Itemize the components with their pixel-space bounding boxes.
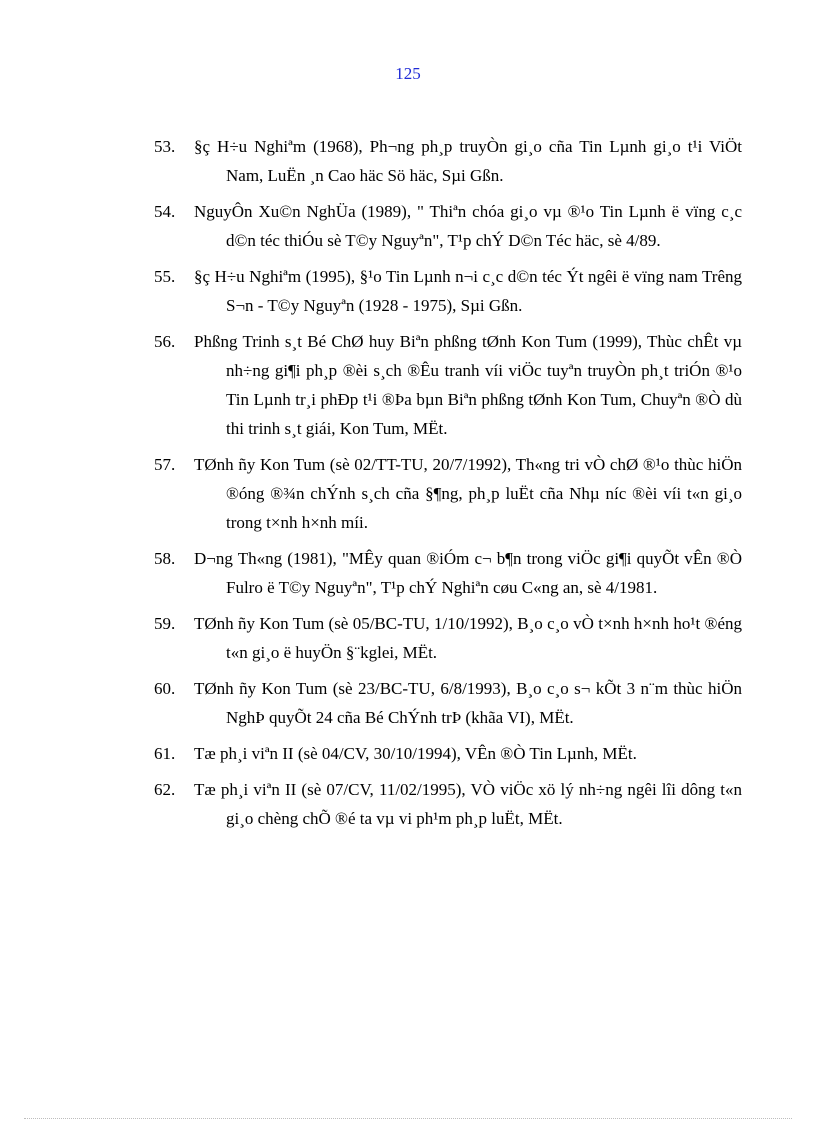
- reference-number: 57.: [154, 455, 176, 474]
- reference-item: [152, 327, 742, 443]
- reference-number: 54.: [154, 202, 176, 221]
- reference-number: 59.: [154, 614, 176, 633]
- reference-number: 53.: [154, 137, 176, 156]
- page-bottom-divider: [24, 1118, 792, 1119]
- reference-text: Tæ ph¸i viªn II (sè 07/CV, 11/02/1995), VÒ viÖc xö lý nh÷ng ngêi lîi dông t«n gi¸o chèng chÕ ®é ta vµ vi ph¹m ph¸p luËt, MËt.: [194, 780, 742, 828]
- reference-number: 61.: [154, 744, 176, 763]
- reference-text: TØnh ñy Kon Tum (sè 05/BC-TU, 1/10/1992), B¸o c¸o vÒ t×nh h×nh ho¹t ®éng t«n gi¸o ë huyÖn §¨kglei, MËt.: [194, 614, 742, 662]
- reference-item: [152, 739, 742, 768]
- reference-text: NguyÔn Xu©n NghÜa (1989), " Thiªn chóa gi¸o vµ ®¹o Tin Lµnh ë vïng c¸c d©n téc thiÓu sè T©y Nguyªn", T¹p chÝ D©n Téc häc, sè 4/89.: [194, 202, 742, 250]
- reference-number: 56.: [154, 332, 176, 351]
- reference-number: 58.: [154, 549, 176, 568]
- reference-item: [152, 609, 742, 667]
- reference-number: 60.: [154, 679, 176, 698]
- reference-number: 62.: [154, 780, 176, 799]
- reference-item: [152, 544, 742, 602]
- reference-text: Tæ ph¸i viªn II (sè 04/CV, 30/10/1994), VÊn ®Ò Tin Lµnh, MËt.: [194, 744, 637, 763]
- reference-text: TØnh ñy Kon Tum (sè 02/TT-TU, 20/7/1992), Th«ng tri vÒ chØ ®¹o thùc hiÖn ®óng ®¾n chÝnh s¸ch cña §¶ng, ph¸p luËt cña Nhµ níc ®èi víi t«n gi¸o trong t×nh h×nh míi.: [194, 455, 742, 532]
- reference-text: Phßng Trinh s¸t Bé ChØ huy Biªn phßng tØnh Kon Tum (1999), Thùc chÊt vµ nh÷ng gi¶i ph¸p ®èi s¸ch ®Êu tranh víi viÖc tuyªn truyÒn ph¸t triÓn ®¹o Tin Lµnh tr¸i phÐp t¹i ®Þa bµn Biªn phßng tØnh Kon Tum, Chuyªn ®Ò dù thi trinh s¸t giái, Kon Tum, MËt.: [194, 332, 742, 438]
- reference-list: [152, 132, 742, 840]
- reference-text: TØnh ñy Kon Tum (sè 23/BC-TU, 6/8/1993), B¸o c¸o s¬ kÕt 3 n¨m thùc hiÖn NghÞ quyÕt 24 cña Bé ChÝnh trÞ (khãa VI), MËt.: [194, 679, 742, 727]
- page-number: 125: [395, 64, 421, 83]
- reference-item: [152, 450, 742, 537]
- reference-text: §ç H÷u Nghiªm (1995), §¹o Tin Lµnh n¬i c¸c d©n téc Ýt ngêi ë vïng nam Trêng S¬n - T©y Nguyªn (1928 - 1975), Sµi Gßn.: [194, 267, 742, 315]
- reference-item: [152, 132, 742, 190]
- reference-text: §ç H÷u Nghiªm (1968), Ph¬ng ph¸p truyÒn gi¸o cña Tin Lµnh gi¸o t¹i ViÖt Nam, LuËn ¸n Cao häc Sö häc, Sµi Gßn.: [194, 137, 742, 185]
- reference-item: [152, 262, 742, 320]
- reference-text: D¬ng Th«ng (1981), "MÊy quan ®iÓm c¬ b¶n trong viÖc gi¶i quyÕt vÊn ®Ò Fulro ë T©y Nguyªn", T¹p chÝ Nghiªn cøu C«ng an, sè 4/1981.: [194, 549, 742, 597]
- reference-item: [152, 775, 742, 833]
- reference-item: [152, 674, 742, 732]
- reference-number: 55.: [154, 267, 176, 286]
- reference-item: [152, 197, 742, 255]
